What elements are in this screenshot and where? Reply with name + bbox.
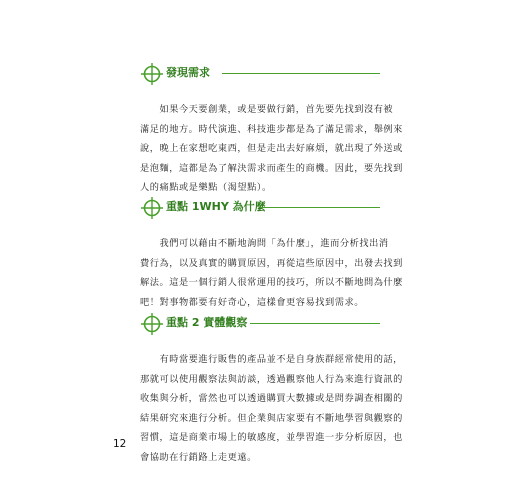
section-title: 發現需求 [166, 66, 210, 79]
section-heading [140, 312, 380, 336]
section-paragraph [140, 100, 403, 198]
page-number: 12 [113, 438, 127, 450]
paragraph-line: 有時當要進行販售的產品並不是自身族群經常使用的話， [140, 354, 403, 365]
paragraph-line: 是泡麵，這都是為了解決需求而產生的商機。因此，要先找到 [140, 162, 403, 174]
heading-divider [250, 323, 380, 324]
paragraph-line: 說，晚上在家想吃東西，但是走出去好麻煩，就出現了外送或 [140, 143, 403, 154]
crosshair-icon [140, 196, 164, 220]
paragraph-line: 習慣，這是商業市場上的敏感度，並學習進一步分析原因，也 [140, 432, 403, 443]
paragraph-line: 費行為，以及真實的購買原因，再從這些原因中，出發去找到 [140, 257, 403, 269]
paragraph-line: 如果今天要創業，或是要做行銷，首先要先找到沒有被 [140, 104, 394, 115]
crosshair-icon [140, 312, 164, 336]
crosshair-icon [140, 62, 164, 86]
paragraph-line: 我們可以藉由不斷地詢問「為什麼」，進而分析找出消 [140, 238, 389, 249]
section-paragraph [140, 350, 403, 467]
paragraph-line: 收集與分析，當然也可以透過購買大數據或是問券調查相關的 [140, 393, 403, 404]
heading-divider [260, 207, 380, 208]
section-observation [140, 312, 403, 467]
paragraph-line: 會協助在行銷路上走更遠。 [140, 451, 257, 463]
paragraph-line: 解法。這是一個行銷人很常運用的技巧，所以不斷地問為什麼 [140, 277, 403, 288]
section-why [140, 196, 403, 312]
section-title: 重點 2 實體觀察 [166, 316, 248, 329]
paragraph-line: 滿足的地方。時代演進、科技進步都是為了滿足需求，舉例來 [140, 123, 403, 135]
paragraph-line: 那就可以使用觀察法與訪談，透過觀察他人行為來進行資訊的 [140, 373, 403, 385]
section-discover-needs [140, 62, 403, 198]
paragraph-line: 人的痛點或是樂點（渴望點）。 [140, 182, 272, 193]
section-paragraph [140, 234, 403, 312]
paragraph-line: 結果研究來進行分析。但企業與店家要有不斷地學習與觀察的 [140, 412, 403, 424]
section-title: 重點 1WHY 為什麼 [166, 200, 266, 213]
section-heading [140, 196, 380, 220]
heading-divider [222, 73, 380, 74]
paragraph-line: 吧！對事物都要有好奇心，這樣會更容易找到需求。 [140, 296, 364, 308]
section-heading [140, 62, 380, 86]
